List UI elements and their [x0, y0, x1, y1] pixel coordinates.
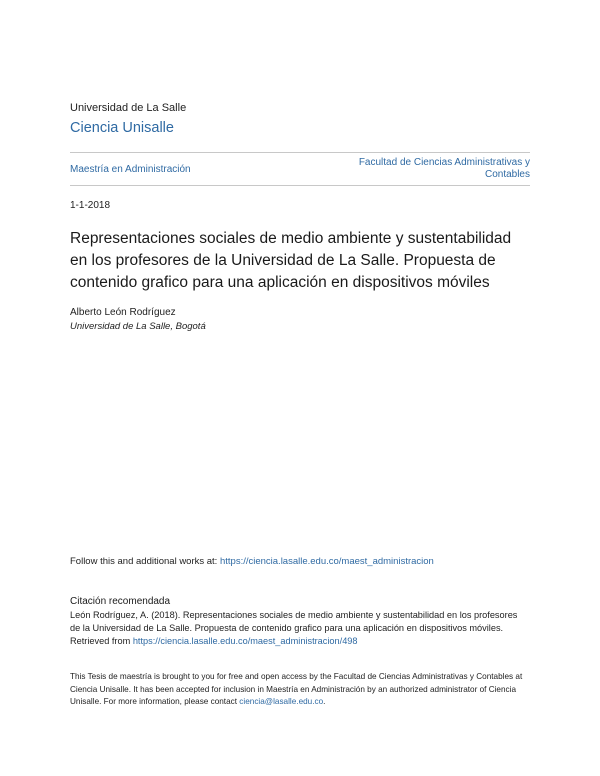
author-affiliation: Universidad de La Salle, Bogotá: [70, 321, 206, 332]
institution-name: Universidad de La Salle: [70, 102, 187, 114]
access-notice-text: This Tesis de maestría is brought to you for free and open access by the Facultad de Ciencias Administrativas y Contables at Ciencia Unisalle. It has been accepted for inclusion in Maestría en Administración by an authorized administrator of Ciencia Unisalle. For more information, please contact: [70, 672, 523, 706]
faculty-link[interactable]: Facultad de Ciencias Administrativas y Contables: [358, 157, 530, 180]
citation-body: León Rodríguez, A. (2018). Representaciones sociales de medio ambiente y sustentabilidad en los profesores de la Universidad de La Salle. Propuesta de contenido grafico para una aplicación en dispositivos móviles. Retrieved from: [70, 610, 518, 646]
citation-text: [70, 609, 530, 648]
divider-bottom: [70, 185, 530, 186]
follow-prefix: Follow this and additional works at:: [70, 556, 220, 567]
divider-top: [70, 152, 530, 153]
document-title: Representaciones sociales de medio ambiente y sustentabilidad en los profesores de la Universidad de La Salle. Propuesta de contenido grafico para una aplicación en dispositivos móviles: [70, 230, 512, 291]
follow-line: [70, 556, 434, 567]
citation-link[interactable]: https://ciencia.lasalle.edu.co/maest_administracion/498: [132, 636, 358, 646]
publication-date: 1-1-2018: [70, 200, 111, 211]
program-link[interactable]: Maestría en Administración: [70, 164, 191, 175]
author-name: Alberto León Rodríguez: [70, 307, 176, 318]
access-notice-end: .: [323, 697, 326, 706]
contact-email-link[interactable]: ciencia@lasalle.edu.co: [239, 697, 324, 706]
collection-link[interactable]: https://ciencia.lasalle.edu.co/maest_administracion: [219, 556, 434, 567]
citation-heading: Citación recomendada: [70, 596, 171, 607]
access-notice: [70, 671, 530, 709]
repository-link[interactable]: Ciencia Unisalle: [70, 120, 174, 136]
